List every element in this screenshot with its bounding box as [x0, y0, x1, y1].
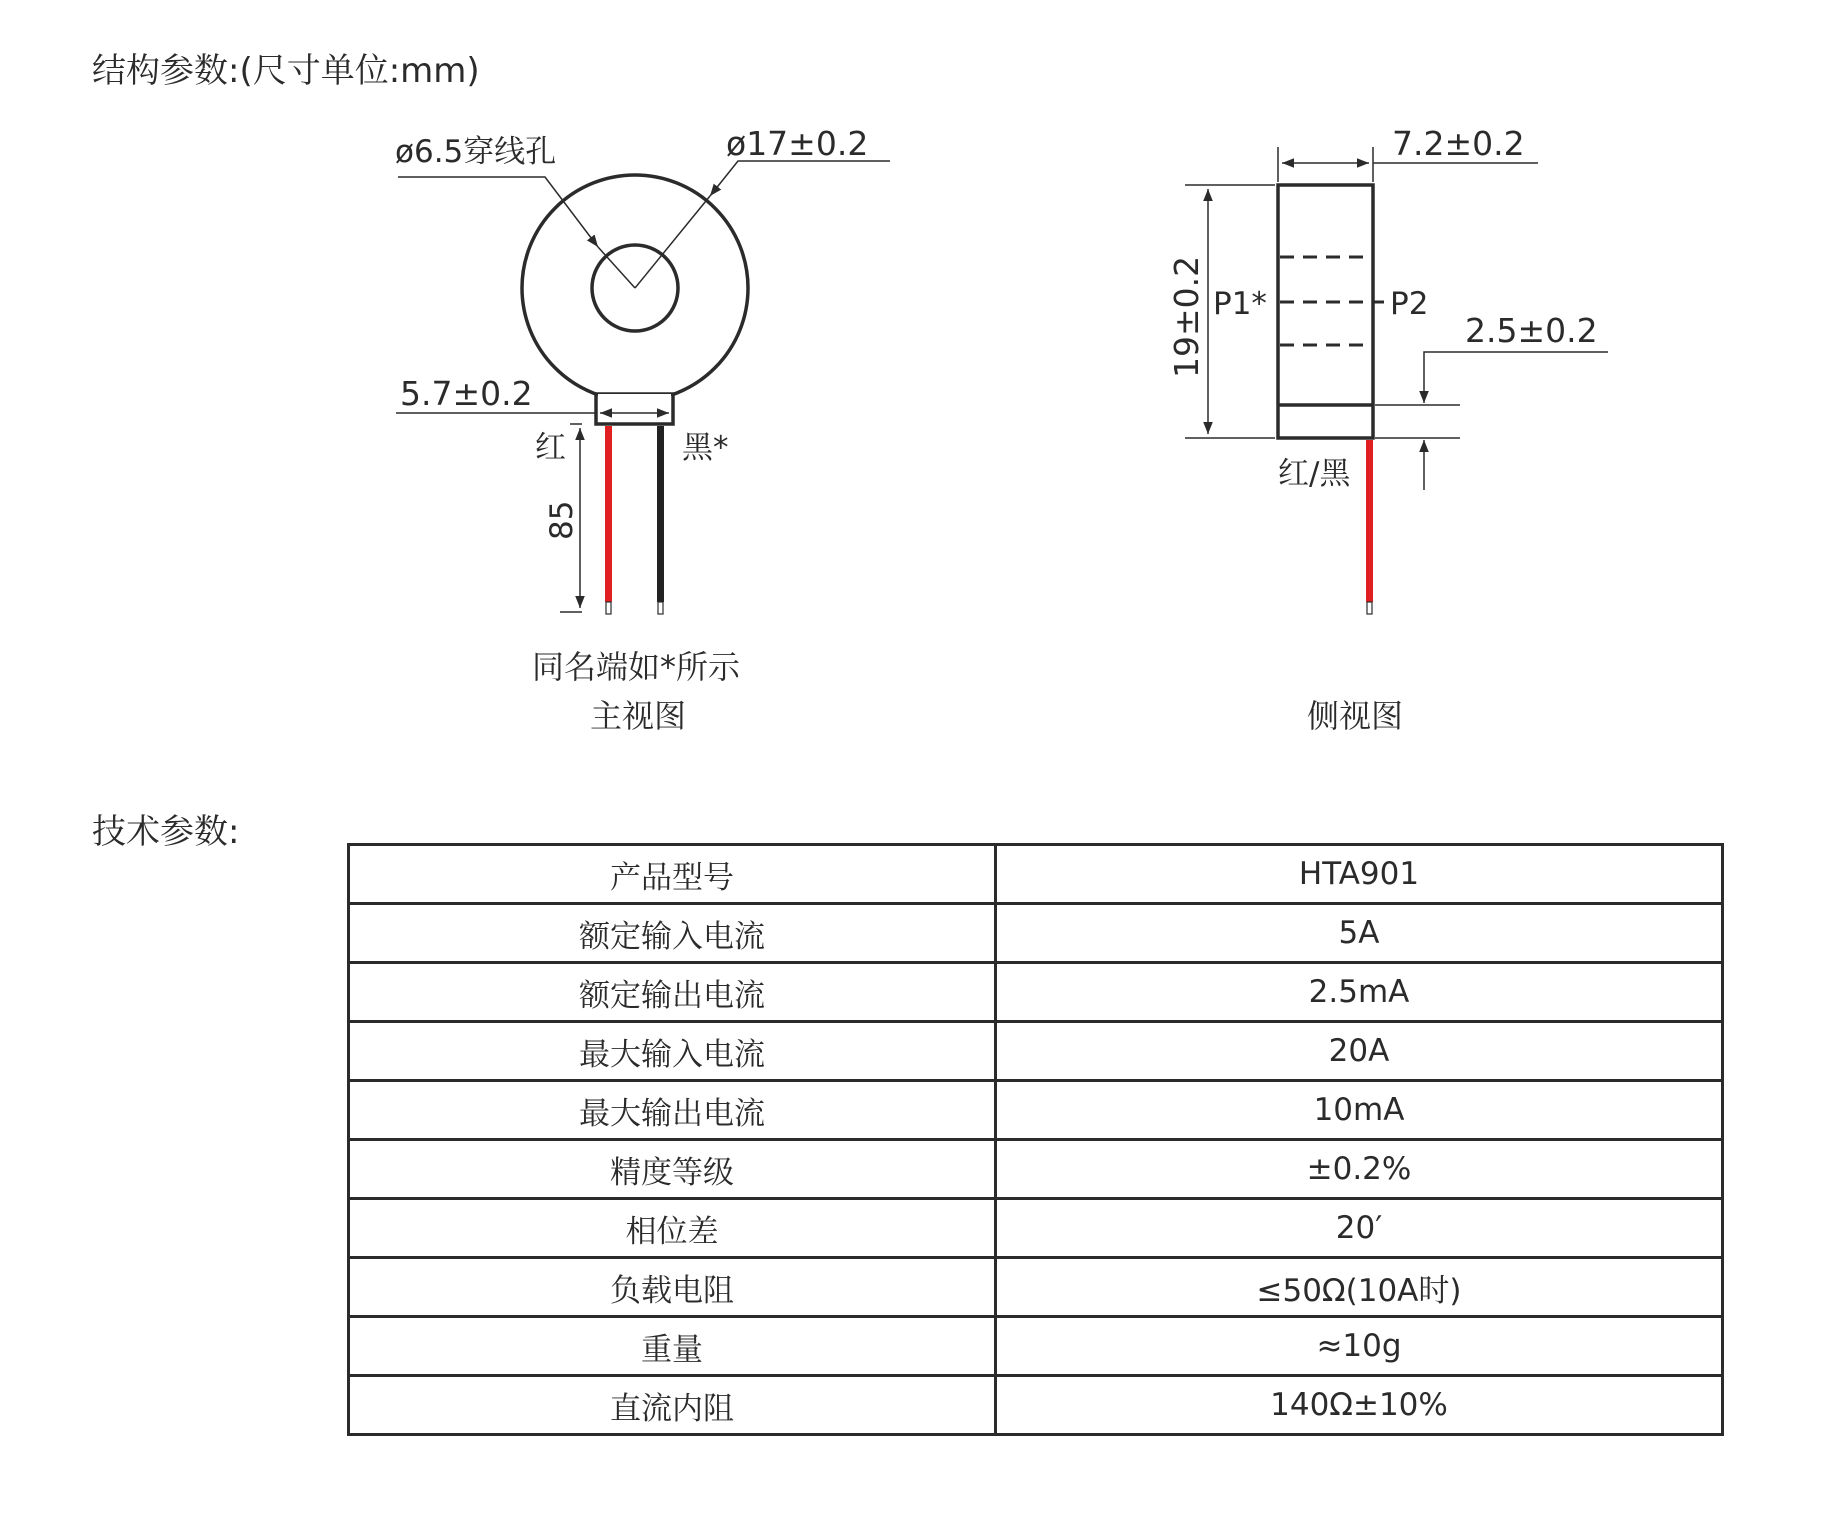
table-row	[349, 904, 1723, 963]
hole-leader	[398, 177, 598, 247]
param-value: 5A	[996, 904, 1723, 963]
base-thickness-label: 2.5±0.2	[1465, 311, 1598, 350]
param-name: 相位差	[349, 1199, 996, 1258]
black-wire	[657, 426, 664, 602]
side-wire	[1366, 440, 1373, 602]
table-row	[349, 1081, 1723, 1140]
param-value: 20A	[996, 1022, 1723, 1081]
black-label: 黑*	[682, 430, 729, 466]
table-row	[349, 963, 1723, 1022]
param-value: 20′	[996, 1199, 1723, 1258]
table-row	[349, 1376, 1723, 1435]
table-row	[349, 1022, 1723, 1081]
table-row	[349, 845, 1723, 904]
param-name: 额定输入电流	[349, 904, 996, 963]
front-view-caption: 主视图	[589, 697, 687, 735]
param-name: 直流内阻	[349, 1376, 996, 1435]
outer-dia-label: ø17±0.2	[726, 124, 869, 163]
param-name: 重量	[349, 1317, 996, 1376]
height-label: 19±0.2	[1167, 255, 1206, 378]
base-width-label: 5.7±0.2	[400, 374, 533, 413]
lead-length-label: 85	[544, 500, 580, 540]
param-value: 2.5mA	[996, 963, 1723, 1022]
param-name: 精度等级	[349, 1140, 996, 1199]
tech-heading: 技术参数:	[92, 812, 240, 852]
param-name: 额定输出电流	[349, 963, 996, 1022]
param-name: 最大输入电流	[349, 1022, 996, 1081]
param-value: ≤50Ω(10A时)	[996, 1258, 1723, 1317]
red-label: 红	[535, 430, 566, 466]
wire-color-label: 红/黑	[1278, 456, 1351, 492]
param-value: 10mA	[996, 1081, 1723, 1140]
param-name: 产品型号	[349, 845, 996, 904]
param-value: ±0.2%	[996, 1140, 1723, 1199]
base-tab	[596, 394, 673, 424]
side-wire-tip	[1367, 602, 1372, 614]
param-name: 负载电阻	[349, 1258, 996, 1317]
param-value: ≈10g	[996, 1317, 1723, 1376]
spec-table	[347, 843, 1724, 1436]
hole-label: ø6.5穿线孔	[395, 134, 557, 170]
param-value: HTA901	[996, 845, 1723, 904]
table-row	[349, 1258, 1723, 1317]
red-wire	[605, 426, 612, 602]
structure-heading: 结构参数:(尺寸单位:mm)	[92, 51, 480, 91]
black-wire-tip	[658, 602, 663, 614]
side-body	[1278, 185, 1373, 438]
table-row	[349, 1317, 1723, 1376]
width-label: 7.2±0.2	[1392, 124, 1525, 163]
p1-label: P1*	[1213, 286, 1267, 322]
red-wire-tip	[606, 602, 611, 614]
table-row	[349, 1140, 1723, 1199]
table-row	[349, 1199, 1723, 1258]
param-name: 最大输出电流	[349, 1081, 996, 1140]
param-value: 140Ω±10%	[996, 1376, 1723, 1435]
side-view-caption: 侧视图	[1306, 697, 1404, 735]
same-name-note: 同名端如*所示	[531, 648, 741, 686]
outer-dia-leader	[710, 161, 890, 196]
p2-label: P2	[1390, 286, 1429, 322]
